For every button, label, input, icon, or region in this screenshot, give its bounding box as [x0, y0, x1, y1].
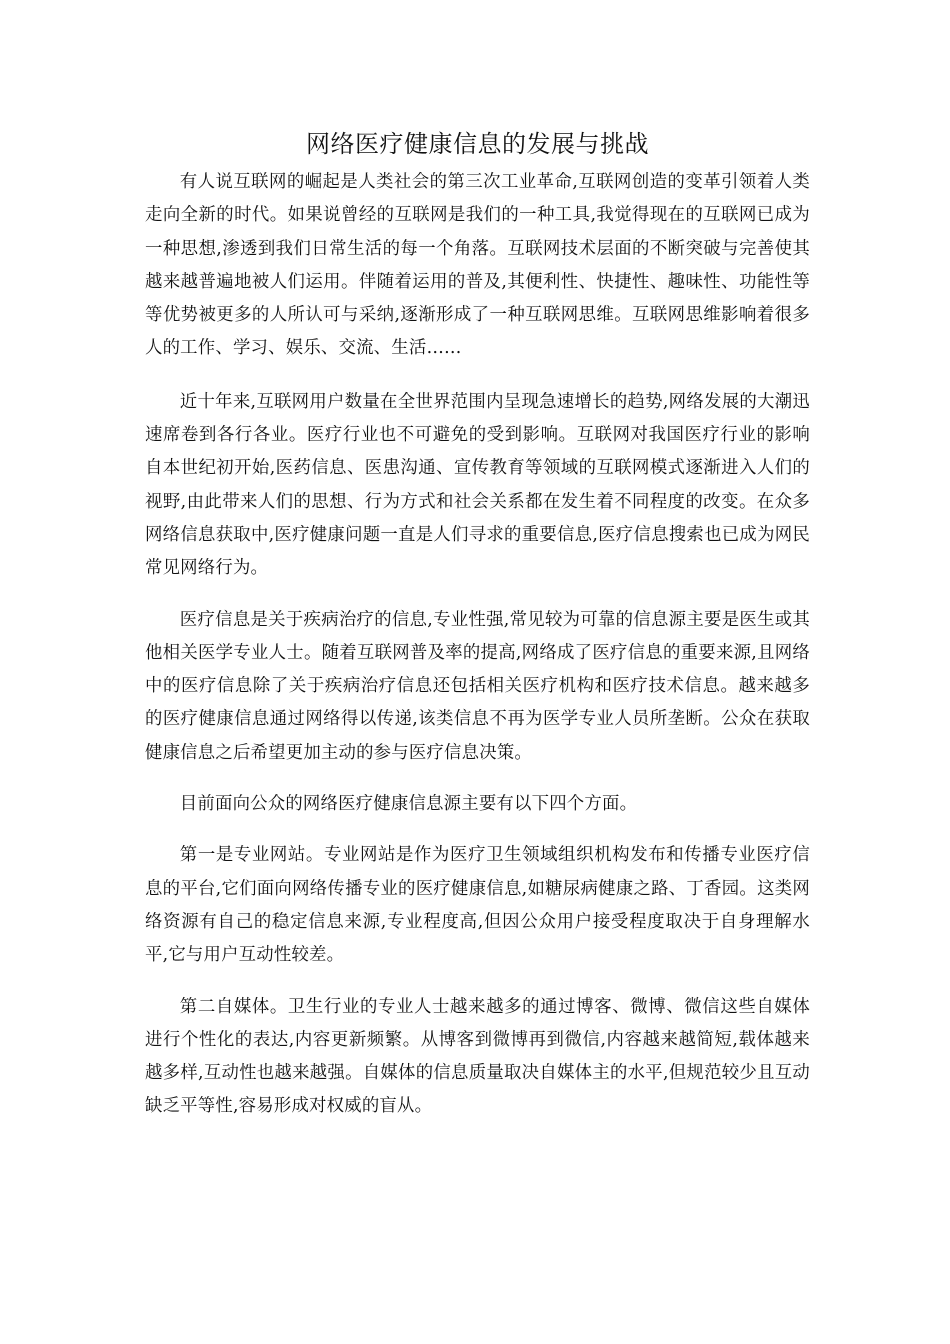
- paragraph-3: 医疗信息是关于疾病治疗的信息,专业性强,常见较为可靠的信息源主要是医生或其他相关医学专业人士。随着互联网普及率的提高,网络成了医疗信息的重要来源,且网络中的医疗信息除了关于疾病治疗信息还包括相关医疗机构和医疗技术信息。越来越多的医疗健康信息通过网络得以传递,该类信息不再为医学专业人员所垄断。公众在获取健康信息之后希望更加主动的参与医疗信息决策。: [145, 609, 810, 763]
- paragraph-1: 有人说互联网的崛起是人类社会的第三次工业革命,互联网创造的变革引领着人类走向全新的时代。如果说曾经的互联网是我们的一种工具,我觉得现在的互联网已成为一种思想,渗透到我们日常生活的每一个角落。互联网技术层面的不断突破与完善使其越来越普遍地被人们运用。伴随着运用的普及,其便利性、快捷性、趣味性、功能性等等优势被更多的人所认可与采纳,逐渐形成了一种互联网思维。互联网思维影响着很多人的工作、学习、娱乐、交流、生活……: [145, 172, 810, 359]
- paragraph-4: 目前面向公众的网络医疗健康信息源主要有以下四个方面。: [179, 794, 638, 815]
- document-title: 网络医疗健康信息的发展与挑战: [306, 130, 649, 158]
- paragraph-5: 第一是专业网站。专业网站是作为医疗卫生领域组织机构发布和传播专业医疗信息的平台,它们面向网络传播专业的医疗健康信息,如糖尿病健康之路、丁香园。这类网络资源有自己的稳定信息来源,专业程度高,但因公众用户接受程度取决于自身理解水平,它与用户互动性较差。: [145, 845, 810, 966]
- paragraph-2: 近十年来,互联网用户数量在全世界范围内呈现急速增长的趋势,网络发展的大潮迅速席卷到各行各业。医疗行业也不可避免的受到影响。互联网对我国医疗行业的影响自本世纪初开始,医药信息、医患沟通、宣传教育等领域的互联网模式逐渐进入人们的视野,由此带来人们的思想、行为方式和社会关系都在发生着不同程度的改变。在众多网络信息获取中,医疗健康问题一直是人们寻求的重要信息,医疗信息搜索也已成为网民常见网络行为。: [145, 391, 810, 579]
- paragraph-6: 第二自媒体。卫生行业的专业人士越来越多的通过博客、微博、微信这些自媒体进行个性化的表达,内容更新频繁。从博客到微博再到微信,内容越来越简短,载体越来越多样,互动性也越来越强。自媒体的信息质量取决自媒体主的水平,但规范较少且互动缺乏平等性,容易形成对权威的盲从。: [145, 996, 810, 1117]
